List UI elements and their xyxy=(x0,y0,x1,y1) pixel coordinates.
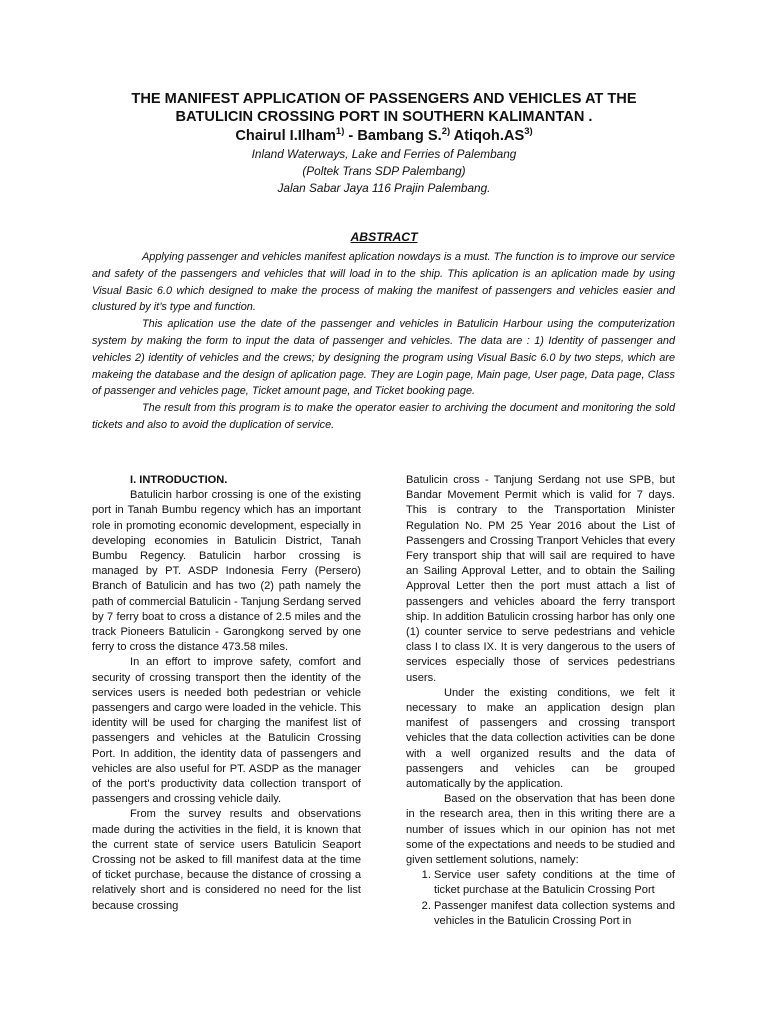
abstract-paragraph: The result from this program is to make the operator easier to archiving the document and monitoring the sold tickets and also to avoid the duplication of service. xyxy=(92,402,675,431)
right-column xyxy=(406,473,675,929)
author-2-ref: 2) xyxy=(441,126,451,137)
body-paragraph: In an effort to improve safety, comfort and security of crossing transport then the identity of the services users is needed both pedestrian or vehicle passengers and cargo were loaded in the vehicle. This identity will be used for charging the manifest list of passengers and vehicles at the Batulicin Crossing Port. In addition, the identity data of passengers and vehicles are also useful for PT. ASDP as the manager of the port's productivity data collection transport of passengers and crossing vehicle daily. xyxy=(92,656,361,806)
abstract-paragraph: Applying passenger and vehicles manifest aplication nowdays is a must. The function is to improve our service and safety of the passengers and vehicles that will load in to the ship. This aplication is an aplication made by using Visual Basic 6.0 which designed to make the process of making the manifest of passengers and vehicles easier and clustured by it’s type and function. xyxy=(92,251,675,314)
section-heading-introduction: I. INTRODUCTION. xyxy=(130,474,228,486)
author-list xyxy=(80,126,688,146)
affiliation-line: (Poltek Trans SDP Palembang) xyxy=(302,164,466,178)
author-3: Atiqoh.AS xyxy=(450,128,525,144)
abstract-paragraph: This aplication use the date of the passenger and vehicles in Batulicin Harbour using the computerization system by making the form to input the data of passenger and vehicles. The data are : 1) Identity of passenger and vehicles 2) identity of vehicles and the crews; by designing the program using Visual Basic 6.0 by two steps, which are makeing the database and the design of aplication page. They are Login page, Main page, User page, Data page, Class of passenger and vehicles page, Ticket amount page, and Ticket booking page. xyxy=(92,318,675,398)
affiliation-line: Jalan Sabar Jaya 116 Prajin Palembang. xyxy=(277,181,491,195)
left-column xyxy=(92,473,361,914)
affiliation-line: Inland Waterways, Lake and Ferries of Palembang xyxy=(251,147,517,161)
author-2: - Bambang S. xyxy=(344,128,442,144)
body-paragraph-continued: Batulicin cross - Tanjung Serdang not use SPB, but Bandar Movement Permit which is valid for 7 days. This is contrary to the Transportation Minister Regulation No. PM 25 Year 2016 about the List of Passengers and Crossing Tranport Vehicles that every Fery transport ship that will sail are required to have an Sailing Approval Letter, and to obtain the Sailing Approval Letter then the port must attach a list of passengers and vehicles aboard the ferry transport ship. In addition Batulicin crossing harbor has only one (1) counter service to serve pedestrians and vehicle class I to class IX. It is very dangerous to the users of services especially those of services pedestrians users. xyxy=(406,474,675,684)
paper-header xyxy=(80,90,688,197)
issues-list xyxy=(406,868,675,929)
author-1: Chairul I.Ilham xyxy=(235,128,336,144)
abstract-heading: ABSTRACT xyxy=(350,230,418,244)
paper-title-line-2: BATULICIN CROSSING PORT IN SOUTHERN KALIMANTAN . xyxy=(175,109,593,125)
abstract-body xyxy=(92,249,675,434)
body-paragraph: From the survey results and observations made during the activities in the field, it is known that the current state of service users Batulicin Seaport Crossing not be asked to fill manifest data at the time of ticket purchase, because the distance of crossing a relatively short and is considered no need for the list because crossing xyxy=(92,808,361,912)
author-3-ref: 3) xyxy=(524,126,533,137)
body-paragraph: Based on the observation that has been done in the research area, then in this writing there are a number of issues which in our opinion has not met some of the expectations and needs to be studied and given settlement solutions, namely: xyxy=(406,793,675,867)
author-1-ref: 1) xyxy=(335,126,345,137)
list-item: 2. Passenger manifest data collection systems and vehicles in the Batulicin Crossing Port in xyxy=(434,899,675,929)
body-paragraph: Batulicin harbor crossing is one of the existing port in Tanah Bumbu regency which has an important role in promoting economic development, especially in developing economies in Batulicin District, Tanah Bumbu Regency. Batulicin harbor crossing is managed by PT. ASDP Indonesia Ferry (Persero) Branch of Batulicin and has two (2) path namely the path of commercial Batulicin - Tanjung Serdang served by 7 ferry boat to cross a distance of 2.5 miles and the track Pioneers Batulicin - Garongkong served by one ferry to cross the distance 473.58 miles. xyxy=(92,489,361,654)
body-paragraph: Under the existing conditions, we felt it necessary to make an application design plan manifest of passengers and crossing transport vehicles that the data collection activities can be done with a well organized results and the data of passengers and vehicles can be grouped automatically by the application. xyxy=(406,686,675,791)
paper-title-line-1: THE MANIFEST APPLICATION OF PASSENGERS AND VEHICLES AT THE xyxy=(131,91,637,107)
list-item: 1. Service user safety conditions at the time of ticket purchase at the Batulicin Crossing Port xyxy=(434,868,675,898)
